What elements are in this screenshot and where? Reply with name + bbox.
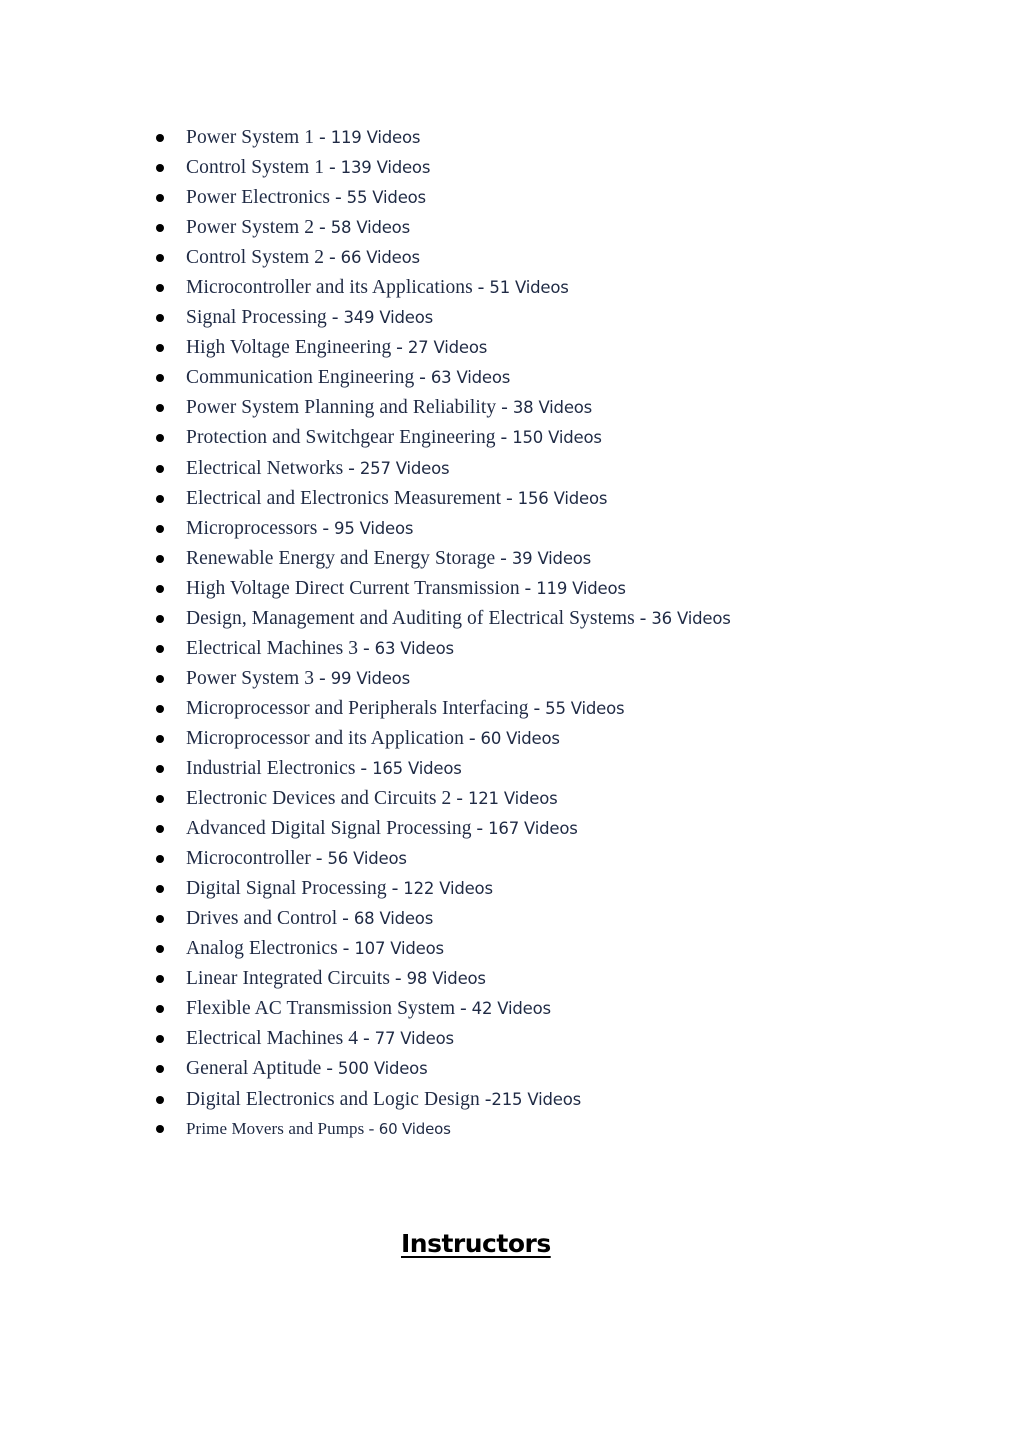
course-name: High Voltage Engineering - [186, 337, 408, 359]
course-list-item [0, 874, 731, 904]
course-list-item [0, 1024, 731, 1054]
course-video-count: 27 Videos [407, 338, 488, 358]
course-name: Control System 2 - [186, 247, 341, 269]
course-list-item [0, 964, 731, 994]
bullet-icon [156, 945, 164, 953]
course-video-count: 500 Videos [337, 1059, 428, 1079]
course-video-count: 215 Videos [491, 1089, 581, 1109]
course-name: Analog Electronics - [186, 938, 355, 960]
course-name: Linear Integrated Circuits - [186, 968, 407, 990]
course-name: Microcontroller and its Applications - [186, 277, 490, 299]
bullet-icon [156, 645, 164, 653]
course-list-item [0, 694, 731, 724]
course-name: Drives and Control - [186, 908, 354, 930]
course-video-count: 119 Videos [330, 128, 421, 147]
bullet-icon [156, 585, 164, 593]
bullet-icon [156, 224, 164, 232]
course-list-item [0, 664, 731, 694]
course-list-item [0, 814, 731, 844]
bullet-icon [156, 765, 164, 773]
course-video-count: 150 Videos [512, 428, 602, 448]
course-name: Communication Engineering - [186, 367, 431, 389]
course-list-item [0, 784, 731, 814]
course-name: Signal Processing - [186, 307, 344, 329]
course-video-count: 63 Videos [430, 368, 511, 388]
course-video-count: 56 Videos [327, 849, 407, 869]
course-list-item [0, 303, 731, 333]
bullet-icon [156, 465, 164, 473]
bullet-icon [156, 795, 164, 803]
course-video-count: 165 Videos [372, 758, 462, 778]
course-name: High Voltage Direct Current Transmission - [186, 577, 537, 599]
course-list-item [0, 454, 731, 484]
bullet-icon [156, 615, 164, 623]
course-name: Power System 1 - [186, 127, 331, 148]
course-list-item [0, 393, 731, 423]
course-video-count: 63 Videos [374, 638, 454, 658]
bullet-icon [156, 555, 164, 563]
course-video-count: 38 Videos [512, 398, 593, 418]
course-list-item [0, 604, 731, 634]
course-name: Electronic Devices and Circuits 2 - [186, 788, 468, 810]
bullet-icon [156, 314, 164, 322]
course-list-item [0, 273, 731, 303]
course-video-count: 36 Videos [651, 608, 731, 628]
course-video-count: 68 Videos [353, 909, 434, 929]
course-video-count: 58 Videos [330, 218, 410, 238]
course-video-count: 77 Videos [374, 1029, 454, 1049]
course-list-item [0, 934, 731, 964]
course-video-count: 121 Videos [467, 789, 558, 809]
course-list-item [0, 904, 731, 934]
bullet-icon [156, 825, 164, 833]
course-list-item [0, 333, 731, 363]
course-name: Power System 2 - [186, 217, 331, 239]
course-video-count: 156 Videos [517, 488, 608, 508]
course-list-item [0, 724, 731, 754]
bullet-icon [156, 164, 164, 172]
course-name: Digital Electronics and Logic Design - [186, 1088, 492, 1110]
course-name: Power System Planning and Reliability - [186, 397, 513, 419]
course-name: Flexible AC Transmission System - [186, 998, 472, 1020]
course-video-count: 107 Videos [354, 939, 444, 959]
course-list [0, 123, 731, 1143]
course-list-item [0, 844, 731, 874]
course-list-item [0, 754, 731, 784]
course-name: Electrical and Electronics Measurement - [186, 487, 518, 509]
course-list-item [0, 1054, 731, 1084]
bullet-icon [156, 374, 164, 382]
course-list-item [0, 213, 731, 243]
course-video-count: 60 Videos [480, 728, 560, 748]
instructors-heading: Instructors [401, 1229, 551, 1258]
course-video-count: 39 Videos [511, 548, 592, 568]
course-name: Digital Signal Processing - [186, 878, 404, 900]
course-video-count: 42 Videos [471, 999, 551, 1019]
bullet-icon [156, 404, 164, 412]
course-name: Microprocessor and Peripherals Interfacing - [186, 697, 546, 719]
course-list-item [0, 153, 731, 183]
course-name: Prime Movers and Pumps - [186, 1118, 379, 1138]
course-name: Microprocessor and its Application - [186, 727, 481, 749]
course-list-item [0, 574, 731, 604]
course-list-item [0, 994, 731, 1024]
course-video-count: 98 Videos [406, 969, 486, 989]
course-name: Electrical Machines 4 - [186, 1028, 375, 1050]
course-list-item [0, 1115, 731, 1143]
course-video-count: 55 Videos [545, 698, 625, 718]
course-name: Industrial Electronics - [186, 757, 373, 779]
bullet-icon [156, 495, 164, 503]
course-video-count: 60 Videos [378, 1119, 451, 1138]
bullet-icon [156, 885, 164, 893]
course-video-count: 119 Videos [536, 578, 626, 598]
course-list-item [0, 514, 731, 544]
course-list-item [0, 1085, 731, 1115]
bullet-icon [156, 915, 164, 923]
course-name: Electrical Networks - [186, 457, 360, 479]
bullet-icon [156, 735, 164, 743]
bullet-icon [156, 1005, 164, 1013]
bullet-icon [156, 705, 164, 713]
course-name: Power Electronics - [186, 187, 347, 209]
course-list-item [0, 183, 731, 213]
course-video-count: 349 Videos [343, 308, 434, 328]
bullet-icon [156, 344, 164, 352]
bullet-icon [156, 284, 164, 292]
bullet-icon [156, 134, 164, 142]
course-list-item [0, 544, 731, 574]
bullet-icon [156, 855, 164, 863]
course-video-count: 95 Videos [334, 518, 414, 538]
course-name: Protection and Switchgear Engineering - [186, 427, 513, 449]
course-name: Design, Management and Auditing of Electrical Systems - [186, 607, 652, 629]
bullet-icon [156, 434, 164, 442]
course-name: Microcontroller - [186, 848, 328, 870]
course-name: Renewable Energy and Energy Storage - [186, 547, 512, 569]
course-video-count: 257 Videos [359, 458, 450, 478]
course-name: Microprocessors - [186, 517, 335, 539]
bullet-icon [156, 1035, 164, 1043]
bullet-icon [156, 194, 164, 202]
course-video-count: 55 Videos [346, 188, 426, 208]
course-video-count: 167 Videos [488, 819, 578, 839]
course-video-count: 66 Videos [340, 248, 420, 268]
bullet-icon [156, 1065, 164, 1073]
course-video-count: 99 Videos [330, 668, 410, 688]
course-list-item [0, 123, 731, 153]
course-list-item [0, 243, 731, 273]
course-list-item [0, 634, 731, 664]
course-video-count: 122 Videos [403, 879, 493, 899]
course-name: Advanced Digital Signal Processing - [186, 818, 489, 840]
bullet-icon [156, 525, 164, 533]
bullet-icon [156, 1096, 164, 1104]
course-video-count: 51 Videos [489, 278, 569, 298]
bullet-icon [156, 1125, 164, 1133]
bullet-icon [156, 254, 164, 262]
course-list-item [0, 423, 731, 453]
course-list-item [0, 363, 731, 393]
course-video-count: 139 Videos [340, 158, 431, 178]
bullet-icon [156, 975, 164, 983]
course-list-item [0, 484, 731, 514]
bullet-icon [156, 675, 164, 683]
course-name: General Aptitude - [186, 1058, 338, 1080]
course-name: Control System 1 - [186, 157, 341, 179]
course-name: Electrical Machines 3 - [186, 637, 375, 659]
course-name: Power System 3 - [186, 667, 331, 689]
